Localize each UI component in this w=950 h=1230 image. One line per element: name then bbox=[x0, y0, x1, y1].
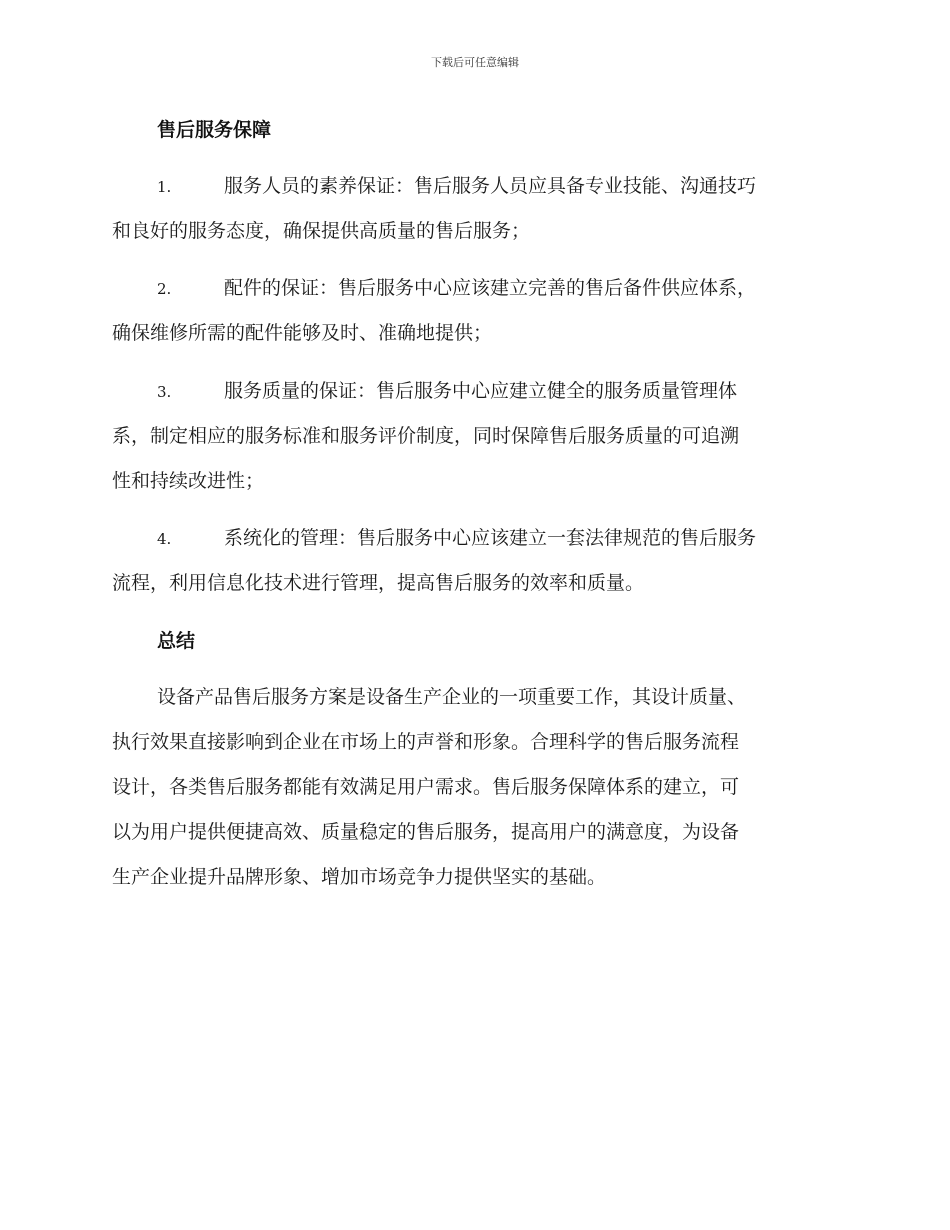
list-item-text: 配件的保证：售后服务中心应该建立完善的售后备件供应体系， bbox=[224, 277, 757, 299]
list-item-2-line-1 bbox=[112, 266, 832, 311]
list-item-1 bbox=[112, 164, 832, 254]
list-item-4-line-2: 流程，利用信息化技术进行管理，提高售后服务的效率和质量。 bbox=[112, 572, 645, 594]
summary-line-3: 设计，各类售后服务都能有效满足用户需求。售后服务保障体系的建立，可 bbox=[112, 776, 740, 798]
list-item-number: 1. bbox=[157, 178, 172, 196]
page-header: 下载后可任意编辑 bbox=[431, 56, 519, 69]
section-heading-after-sales: 售后服务保障 bbox=[157, 119, 272, 141]
summary-line-2: 执行效果直接影响到企业在市场上的声誉和形象。合理科学的售后服务流程 bbox=[112, 731, 740, 753]
list-item-4-line-1 bbox=[112, 516, 832, 561]
list-item-4 bbox=[112, 516, 832, 606]
list-item-2-line-2: 确保维修所需的配件能够及时、准确地提供； bbox=[112, 322, 493, 344]
list-item-2 bbox=[112, 266, 832, 356]
summary-line-4: 以为用户提供便捷高效、质量稳定的售后服务，提高用户的满意度，为设备 bbox=[112, 821, 740, 843]
list-item-number: 2. bbox=[157, 280, 172, 298]
list-item-number: 4. bbox=[157, 530, 172, 548]
list-item-3-line-2: 系，制定相应的服务标准和服务评价制度，同时保障售后服务质量的可追溯 bbox=[112, 425, 740, 447]
list-item-text: 服务质量的保证：售后服务中心应建立健全的服务质量管理体 bbox=[224, 380, 738, 402]
list-item-1-line-2: 和良好的服务态度，确保提供高质量的售后服务； bbox=[112, 220, 531, 242]
summary-paragraph bbox=[112, 675, 832, 900]
summary-line-1: 设备产品售后服务方案是设备生产企业的一项重要工作，其设计质量、 bbox=[157, 686, 747, 708]
list-item-text: 系统化的管理：售后服务中心应该建立一套法律规范的售后服务 bbox=[224, 527, 757, 549]
list-item-text: 服务人员的素养保证：售后服务人员应具备专业技能、沟通技巧 bbox=[224, 175, 757, 197]
list-item-number: 3. bbox=[157, 383, 172, 401]
list-item-1-line-1 bbox=[112, 164, 832, 209]
list-item-3-line-1 bbox=[112, 369, 832, 414]
summary-line-5: 生产企业提升品牌形象、增加市场竞争力提供坚实的基础。 bbox=[112, 866, 607, 888]
list-item-3 bbox=[112, 369, 832, 504]
list-item-3-line-3: 性和持续改进性； bbox=[112, 470, 265, 492]
section-heading-summary: 总结 bbox=[157, 630, 196, 652]
